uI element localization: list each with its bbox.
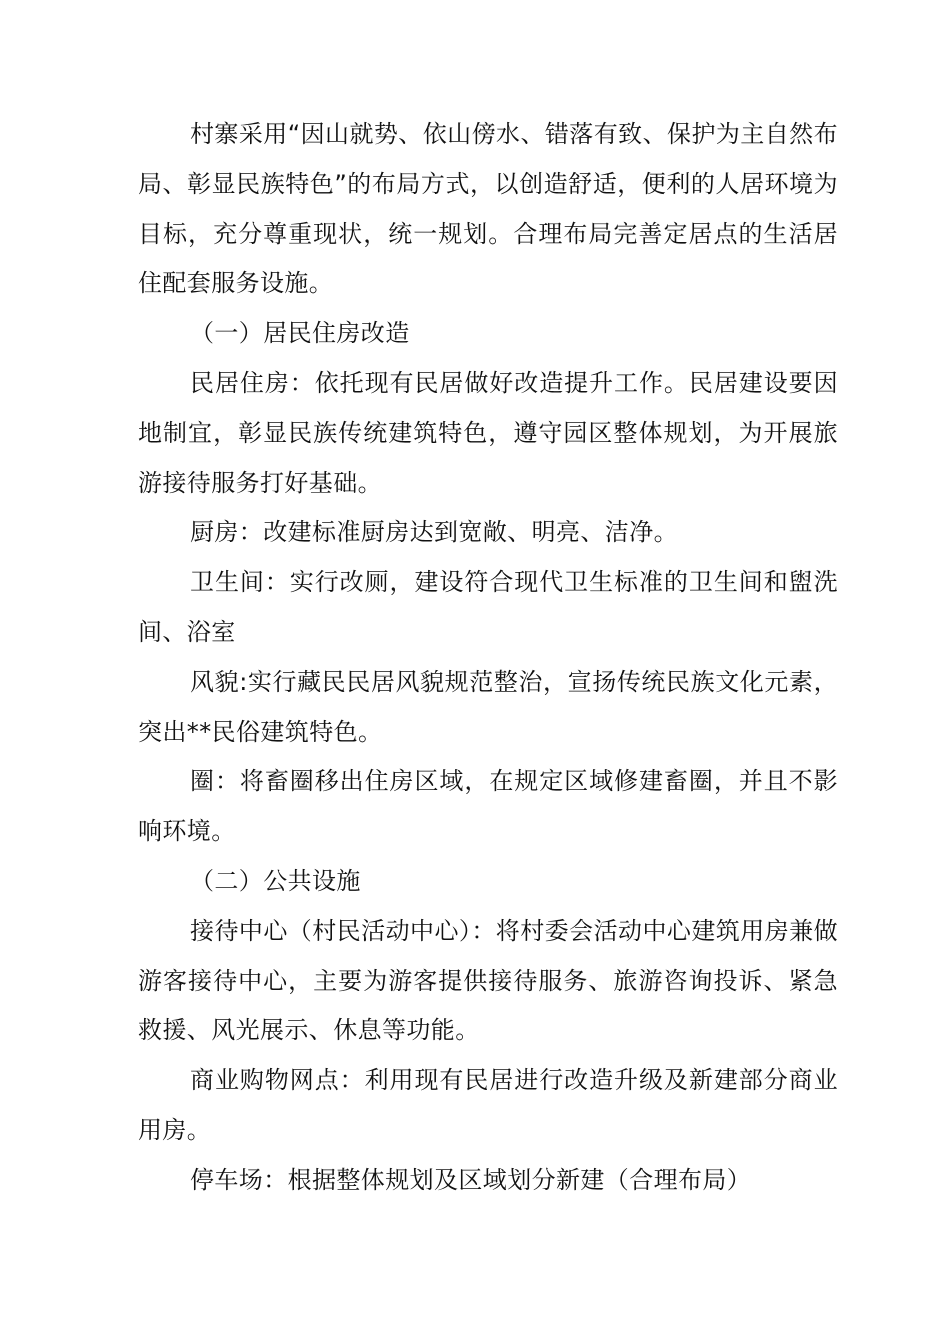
- paragraph-reception-center: 接待中心（村民活动中心）：将村委会活动中心建筑用房兼做游客接待中心，主要为游客提供接待服务、旅游咨询投诉、紧急救援、风光展示、休息等功能。: [138, 916, 838, 1045]
- paragraph-village-layout: 村寨采用“因山就势、依山傍水、错落有致、保护为主自然布局、彰显民族特色”的布局方式，以创造舒适，便利的人居环境为目标，充分尊重现状，统一规划。合理布局完善定居点的生活居住配套服务设施。: [138, 120, 838, 298]
- paragraph-parking-lot: 停车场：根据整体规划及区域划分新建（合理布局）: [190, 1165, 752, 1194]
- paragraph-bathroom: 卫生间：实行改厕，建设符合现代卫生标准的卫生间和盥洗间、浴室: [138, 568, 838, 646]
- section-heading-housing-renovation: （一）居民住房改造: [190, 319, 410, 348]
- paragraph-residential-housing: 民居住房：依托现有民居做好改造提升工作。民居建设要因地制宜，彰显民族传统建筑特色，遵守园区整体规划，为开展旅游接待服务打好基础。: [138, 368, 838, 497]
- document-body: [138, 110, 838, 1206]
- paragraph-kitchen: 厨房：改建标准厨房达到宽敞、明亮、洁净。: [190, 518, 678, 547]
- paragraph-livestock-pen: 圈：将畜圈移出住房区域，在规定区域修建畜圈，并且不影响环境。: [138, 767, 838, 846]
- section-heading-public-facilities: （二）公共设施: [190, 866, 361, 895]
- paragraph-appearance: 风貌:实行藏民民居风貌规范整治，宣扬传统民族文化元素，突出**民俗建筑特色。: [138, 667, 838, 746]
- paragraph-commercial-outlets: 商业购物网点：利用现有民居进行改造升级及新建部分商业用房。: [138, 1066, 838, 1144]
